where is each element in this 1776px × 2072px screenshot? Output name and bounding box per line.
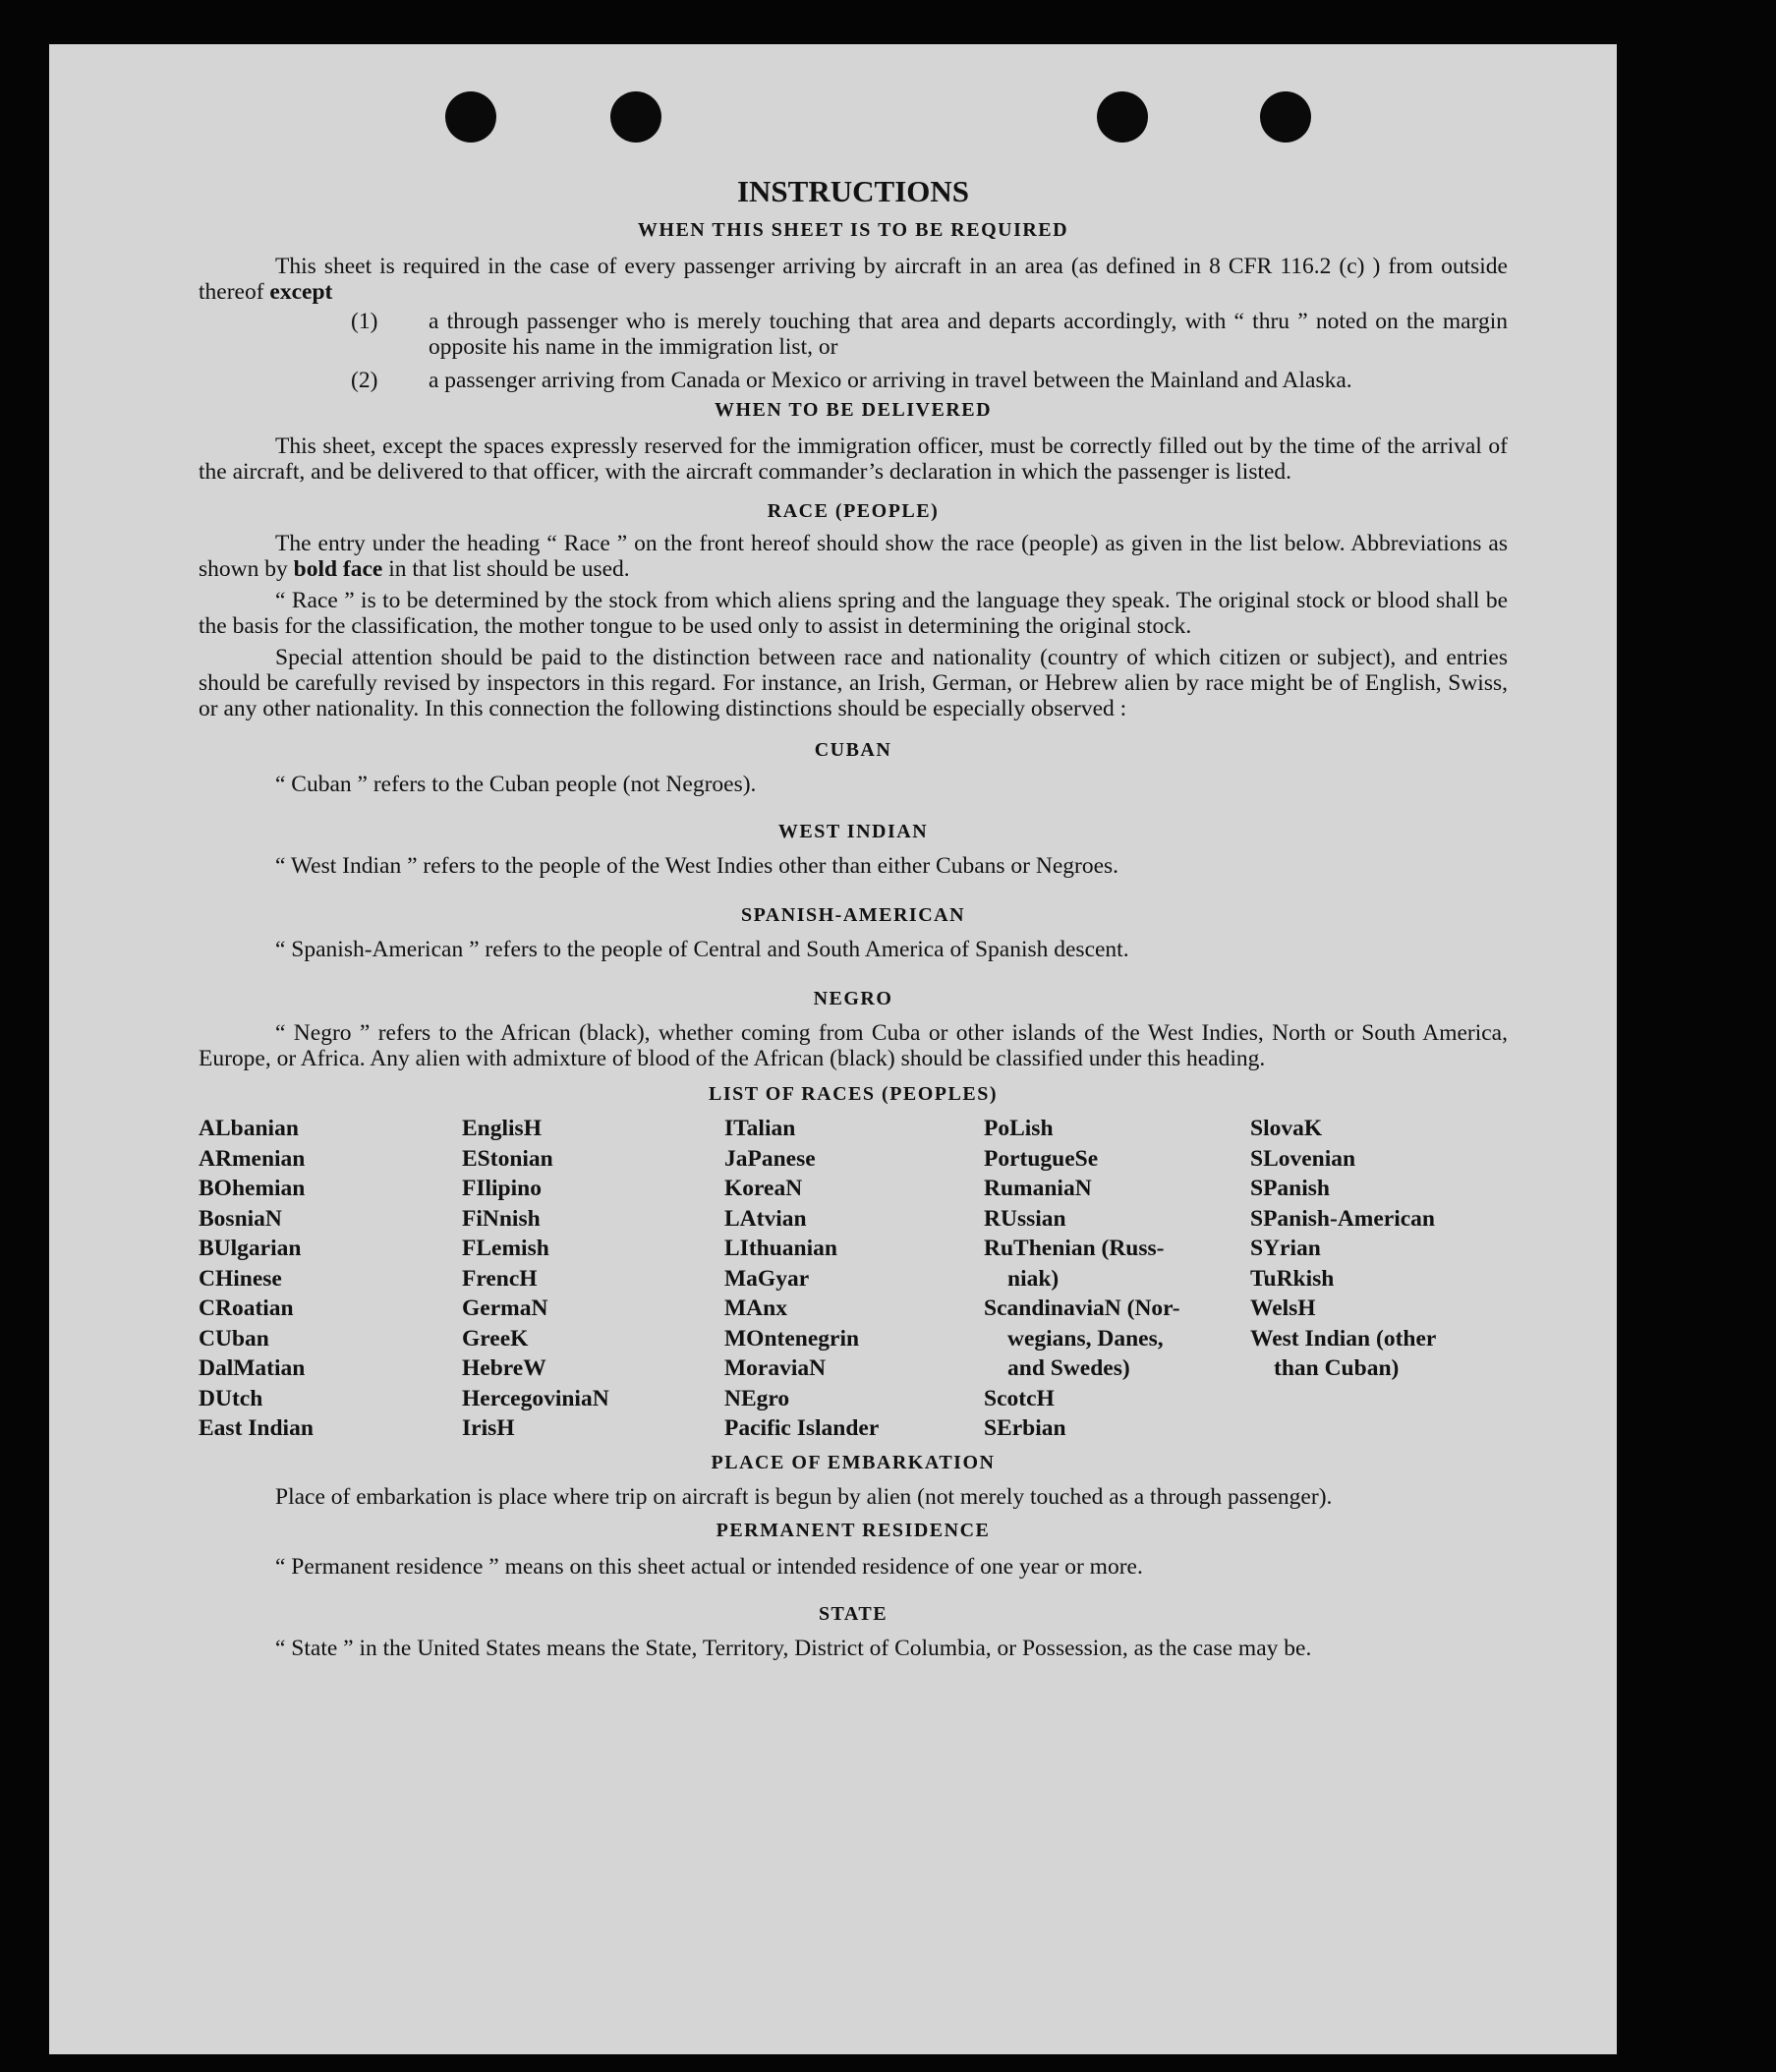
- race-entry: SlovaK: [1250, 1116, 1323, 1141]
- cuban-text: “ Cuban ” refers to the Cuban people (not Negroes).: [275, 772, 757, 797]
- heading-when-required: WHEN THIS SHEET IS TO BE REQUIRED: [637, 219, 1069, 241]
- heading-race: RACE (PEOPLE): [767, 500, 940, 522]
- punch-hole: [610, 91, 661, 143]
- negro-text: “ Negro ” refers to the African (black), whether coming from Cuba or other islands of the West Indies, North or South America, Europe, or Africa. Any alien with admixture of blood of the African (black) should be classified under this heading.: [199, 1020, 1508, 1071]
- race-entry: MOntenegrin: [724, 1325, 860, 1352]
- page-title: INSTRUCTIONS: [736, 174, 969, 208]
- race-entry: BOhemian: [199, 1176, 306, 1201]
- race-entry: SPanish: [1250, 1176, 1330, 1201]
- race-entry: RuThenian (Russ-: [984, 1236, 1165, 1261]
- race-entry: SLovenian: [1250, 1145, 1356, 1172]
- race-entry: LAtvian: [724, 1205, 807, 1232]
- west-indian-text: “ West Indian ” refers to the people of the West Indies other than either Cubans or Negroes.: [275, 853, 1119, 879]
- embarkation-text: Place of embarkation is place where trip on aircraft is begun by alien (not merely touched as a through passenger).: [275, 1483, 1333, 1510]
- heading-west-indian: WEST INDIAN: [777, 821, 929, 842]
- race-entry: RUssian: [984, 1205, 1066, 1232]
- race-entry: NEgro: [724, 1385, 790, 1411]
- race-entry: JaPanese: [724, 1145, 816, 1172]
- race-entry: PoLish: [984, 1116, 1054, 1141]
- race-paragraph: The entry under the heading “ Race ” on the front hereof should show the race (people) as given in the list below. Abbreviations as shown by bold face in that list should be used.: [199, 531, 1508, 582]
- punch-hole: [1097, 91, 1148, 143]
- punch-hole: [445, 91, 496, 143]
- race-entry: ITalian: [724, 1116, 796, 1141]
- race-entry: FLemish: [462, 1236, 549, 1261]
- race-entry: than Cuban): [1274, 1355, 1400, 1381]
- race-entry: MoraviaN: [724, 1355, 827, 1381]
- race-entry: ARmenian: [199, 1145, 306, 1172]
- races-column: [199, 1114, 462, 1444]
- state-text: “ State ” in the United States means the State, Territory, District of Columbia, or Possession, as the case may be.: [275, 1635, 1312, 1661]
- race-entry: MAnx: [724, 1295, 787, 1321]
- race-entry: SYrian: [1250, 1236, 1321, 1261]
- race-entry: niak): [1007, 1265, 1060, 1292]
- when-delivered-text: This sheet, except the spaces expressly reserved for the immigration officer, must be correctly filled out by the time of the arrival of the aircraft, and be delivered to that officer, with the aircraft commander’s declaration in which the passenger is listed.: [199, 433, 1508, 485]
- race-entry: FrencH: [462, 1265, 538, 1292]
- spanish-american-text: “ Spanish-American ” refers to the people of Central and South America of Spanish descent.: [275, 937, 1129, 962]
- race-entry: ALbanian: [199, 1116, 299, 1141]
- race-entry: ScotcH: [984, 1385, 1055, 1411]
- heading-negro: NEGRO: [813, 988, 893, 1009]
- document-sheet: [49, 44, 1617, 2054]
- heading-when-delivered: WHEN TO BE DELIVERED: [714, 399, 993, 421]
- race-entry: WelsH: [1250, 1295, 1316, 1321]
- race-entry: FIlipino: [462, 1176, 542, 1201]
- race-entry: DUtch: [199, 1385, 263, 1411]
- race-entry: EStonian: [462, 1145, 553, 1172]
- race-entry: EnglisH: [462, 1116, 542, 1141]
- race-entry: CRoatian: [199, 1295, 294, 1321]
- race-entry: HercegoviniaN: [462, 1385, 609, 1411]
- races-column: [462, 1114, 724, 1444]
- exception-item: (2) a passenger arriving from Canada or Mexico or arriving in travel between the Mainland and Alaska.: [351, 368, 1352, 393]
- heading-list-of-races: LIST OF RACES (PEOPLES): [708, 1083, 998, 1105]
- instructions-content: [199, 170, 1508, 1661]
- punch-hole: [1260, 91, 1311, 143]
- race-entry: SPanish-American: [1250, 1205, 1435, 1232]
- races-column: [984, 1114, 1250, 1444]
- race-entry: and Swedes): [1007, 1355, 1130, 1381]
- race-entry: DalMatian: [199, 1355, 306, 1381]
- race-entry: KoreaN: [724, 1176, 803, 1201]
- race-entry: Pacific Islander: [724, 1415, 880, 1441]
- races-column: [1250, 1114, 1508, 1444]
- race-entry: HebreW: [462, 1355, 546, 1381]
- race-entry: BUlgarian: [199, 1236, 302, 1261]
- heading-state: STATE: [818, 1602, 888, 1625]
- exception-item: (1) a through passenger who is merely touching that area and departs accordingly, with “ thru ” noted on the margin opposite his name in the immigration list, or: [351, 309, 1508, 360]
- race-entry: wegians, Danes,: [1007, 1325, 1164, 1352]
- race-entry: TuRkish: [1250, 1265, 1335, 1292]
- race-entry: MaGyar: [724, 1265, 810, 1292]
- race-entry: CHinese: [199, 1265, 282, 1292]
- race-paragraph: “ Race ” is to be determined by the stock from which aliens spring and the language they speak. The original stock or blood shall be the basis for the classification, the mother tongue to be used only to assist in determining the original stock.: [199, 588, 1508, 639]
- race-entry: IrisH: [462, 1415, 515, 1441]
- races-column: [724, 1114, 984, 1444]
- when-required-intro: This sheet is required in the case of every passenger arriving by aircraft in an area (as defined in 8 CFR 116.2 (c) ) from outside thereof except: [199, 254, 1508, 305]
- residence-text: “ Permanent residence ” means on this sheet actual or intended residence of one year or more.: [275, 1553, 1143, 1580]
- race-paragraph: Special attention should be paid to the distinction between race and nationality (country of which citizen or subject), and entries should be carefully revised by inspectors in this regard. For instance, an Irish, German, or Hebrew alien by race might be of English, Swiss, or any other nationality. In this connection the following distinctions should be especially observed :: [199, 645, 1508, 721]
- race-entry: FiNnish: [462, 1205, 541, 1232]
- race-entry: East Indian: [199, 1415, 314, 1441]
- heading-permanent-residence: PERMANENT RESIDENCE: [716, 1519, 991, 1541]
- heading-embarkation: PLACE OF EMBARKATION: [711, 1451, 996, 1473]
- race-entry: GreeK: [462, 1325, 529, 1352]
- race-entry: GermaN: [462, 1295, 548, 1321]
- heading-spanish-american: SPANISH-AMERICAN: [740, 904, 966, 926]
- race-entry: CUban: [199, 1325, 269, 1352]
- race-entry: PortugueSe: [984, 1145, 1099, 1172]
- heading-cuban: CUBAN: [814, 739, 892, 761]
- races-list: [199, 1114, 1508, 1444]
- race-entry: SErbian: [984, 1415, 1066, 1441]
- race-entry: ScandinaviaN (Nor-: [984, 1295, 1180, 1321]
- race-entry: LIthuanian: [724, 1236, 837, 1261]
- race-entry: West Indian (other: [1250, 1325, 1437, 1352]
- race-entry: BosniaN: [199, 1205, 282, 1232]
- race-entry: RumaniaN: [984, 1176, 1092, 1201]
